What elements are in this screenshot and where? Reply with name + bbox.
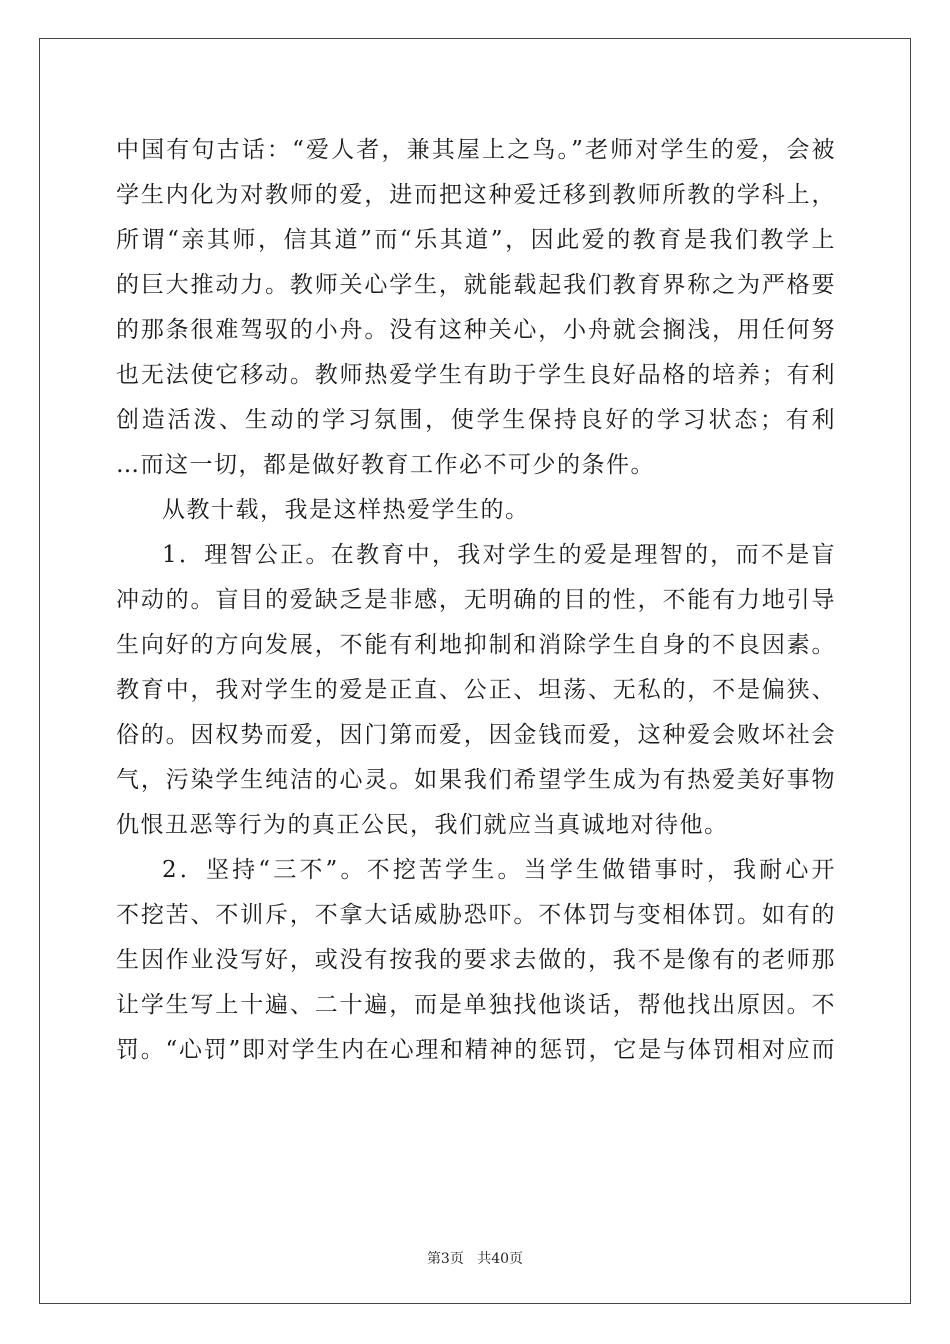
text-line: 2．坚持“三不”。不挖苦学生。当学生做错事时，我耐心开 [162, 857, 836, 883]
text-line: 俗的。因权势而爱，因门第而爱，因金钱而爱，这种爱会败坏社会 [116, 722, 836, 748]
text-line: 罚。“心罚”即对学生内在心理和精神的惩罚，它是与体罚相对应而 [116, 1037, 836, 1063]
text-line: 冲动的。盲目的爱缺乏是非感，无明确的目的性，不能有力地引导 [116, 587, 836, 613]
text-line: 所谓“亲其师，信其道”而“乐其道”，因此爱的教育是我们教学上 [116, 227, 836, 253]
text-line: 创造活泼、生动的学习氛围，使学生保持良好的学习状态；有利 [116, 407, 836, 433]
text-line: 生因作业没写好，或没有按我的要求去做的，我不是像有的老师那 [116, 947, 836, 973]
text-line: 让学生写上十遍、二十遍，而是单独找他谈话，帮他找出原因。不 [116, 992, 836, 1018]
document-body [116, 128, 836, 1073]
text-line: 生向好的方向发展，不能有利地抑制和消除学生自身的不良因素。 [116, 632, 836, 658]
text-line: 从教十载，我是这样热爱学生的。 [162, 497, 530, 523]
text-line: …而这一切，都是做好教育工作必不可少的条件。 [116, 452, 655, 478]
text-line: 教育中，我对学生的爱是正直、公正、坦荡、无私的，不是偏狭、 [116, 677, 836, 703]
text-line: 的那条很难驾驭的小舟。没有这种关心，小舟就会搁浅，用任何努 [116, 317, 836, 343]
footer-spacer [464, 1251, 477, 1267]
text-line: 气，污染学生纯洁的心灵。如果我们希望学生成为有热爱美好事物 [116, 767, 836, 793]
text-line: 也无法使它移动。教师热爱学生有助于学生良好品格的培养；有利 [116, 362, 836, 388]
text-line: 1．理智公正。在教育中，我对学生的爱是理智的，而不是盲 [162, 542, 836, 568]
text-line: 仇恨丑恶等行为的真正公民，我们就应当真诚地对待他。 [116, 812, 729, 838]
page-footer [0, 1248, 950, 1268]
total-pages: 共40页 [477, 1251, 524, 1267]
text-line: 中国有句古话：“爱人者，兼其屋上之鸟。”老师对学生的爱，会被 [116, 137, 836, 163]
page-number: 第3页 [426, 1251, 464, 1267]
text-line: 的巨大推动力。教师关心学生，就能载起我们教育界称之为严格要 [116, 272, 836, 298]
text-line: 学生内化为对教师的爱，进而把这种爱迁移到教师所教的学科上， [116, 182, 836, 208]
text-line: 不挖苦、不训斥，不拿大话威胁恐吓。不体罚与变相体罚。如有的 [116, 902, 836, 928]
